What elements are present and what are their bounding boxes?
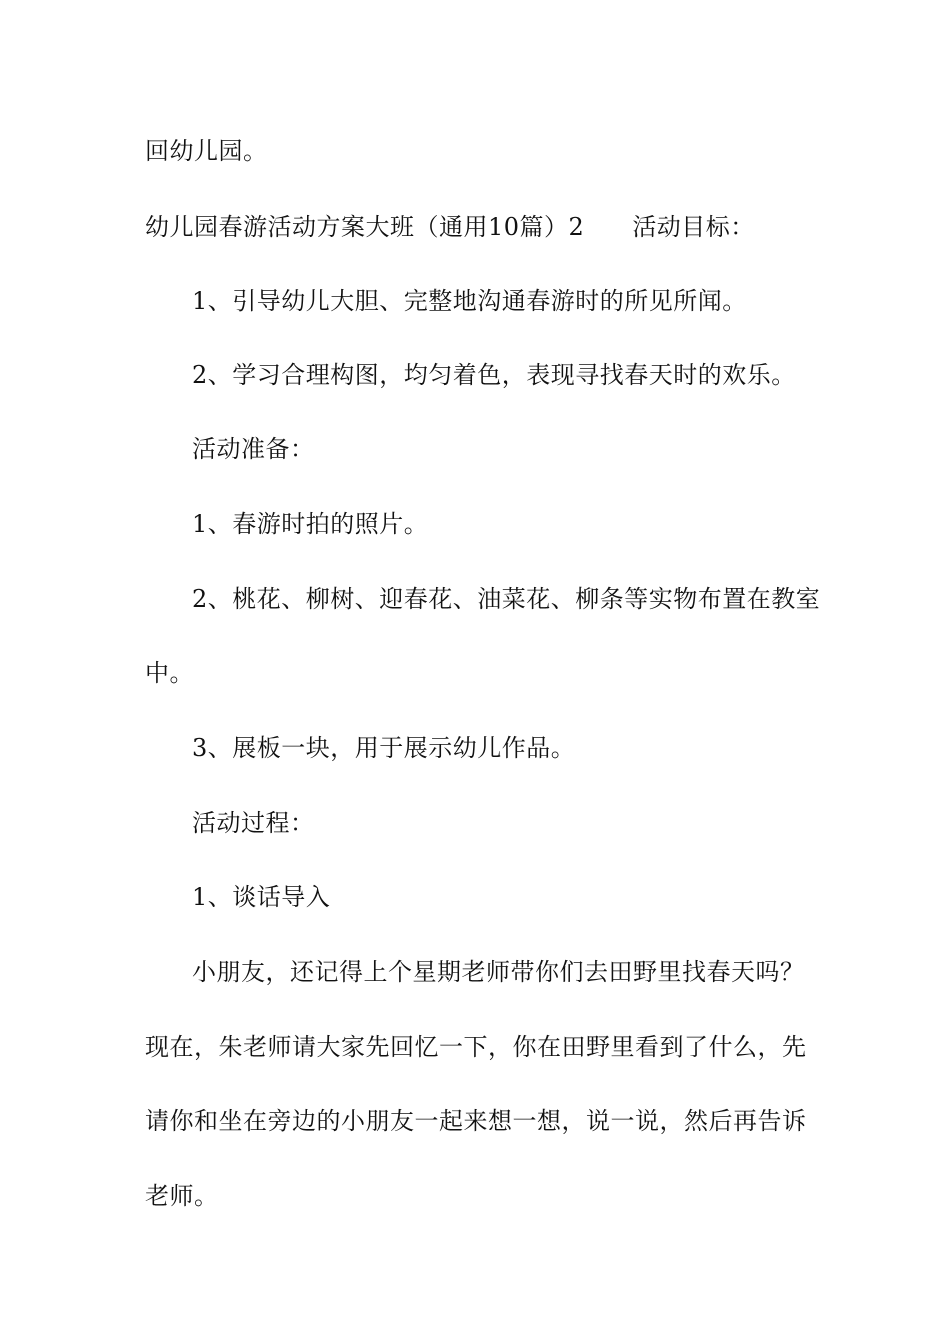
activity-goals-heading: 活动目标：: [632, 213, 755, 241]
paragraph-line: 小朋友，还记得上个星期老师带你们去田野里找春天吗？: [192, 958, 805, 986]
activity-process-heading: 活动过程：: [192, 809, 315, 837]
goal-item-1: 1、引导幼儿大胆、完整地沟通春游时的所见所闻。: [192, 287, 747, 315]
paragraph-line: 请你和坐在旁边的小朋友一起来想一想，说一说，然后再告诉: [145, 1107, 807, 1135]
preparation-item-1: 1、春游时拍的照片。: [192, 510, 429, 538]
paragraph-line: 现在，朱老师请大家先回忆一下，你在田野里看到了什么，先: [145, 1033, 807, 1061]
process-step-1: 1、谈话导入: [192, 883, 331, 911]
section-heading-line: [145, 212, 755, 242]
preparation-item-3: 3、展板一块，用于展示幼儿作品。: [192, 734, 576, 762]
paragraph-line: 老师。: [145, 1182, 219, 1210]
goal-item-2: 2、学习合理构图，均匀着色，表现寻找春天时的欢乐。: [192, 361, 796, 389]
preparation-item-2: 2、桃花、柳树、迎春花、油菜花、柳条等实物布置在教室: [192, 585, 821, 613]
preparation-item-2-continuation: 中。: [145, 659, 194, 687]
section-title: 幼儿园春游活动方案大班（通用10篇）2: [145, 213, 585, 241]
paragraph-continuation: 回幼儿园。: [145, 137, 268, 165]
activity-preparation-heading: 活动准备：: [192, 435, 315, 463]
